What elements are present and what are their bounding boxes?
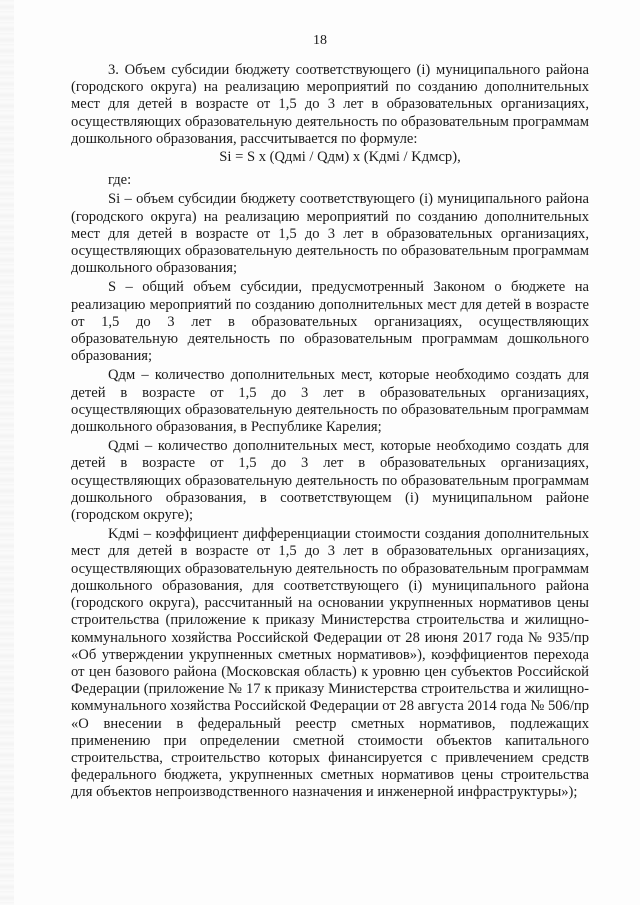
scan-edge-artifact [0,0,14,905]
document-body [71,62,589,804]
paragraph-intro: 3. Объем субсидии бюджету соответствующего (i) муниципального района (городского округа) на реализацию мероприятий по созданию дополнительных мест для детей в возрасте от 1,5 до 3 лет в образовательных организациях, осуществляющих образовательную деятельность по образовательным программам дошкольного образования, рассчитывается по формуле: [71,62,589,147]
definition-qdm: Qдм – количество дополнительных мест, которые необходимо создать для детей в возрасте от 1,5 до 3 лет в образовательных организациях, осуществляющих образовательную деятельность по образовательным программам дошкольного образования, в Республике Карелия; [71,367,589,436]
definition-s: S – общий объем субсидии, предусмотренный Законом о бюджете на реализацию мероприятий по созданию дополнительных мест для детей в возрасте от 1,5 до 3 лет в образовательных организациях, осуществляющих образовательную деятельность по образовательным программам дошкольного образования; [71,279,589,365]
page-number: 18 [313,33,327,48]
definition-si: Si – объем субсидии бюджету соответствующего (i) муниципального района (городского округа) на реализацию мероприятий по созданию дополнительных мест для детей в возрасте от 1,5 до 3 лет в образовательных организациях, осуществляющих образовательную деятельность по образовательным программам дошкольного образования; [71,191,589,277]
paragraph-where: где: [108,172,132,189]
definition-kdmi: Kдмi – коэффициент дифференциации стоимости создания дополнительных мест для детей в возрасте от 1,5 до 3 лет в образовательных организациях, осуществляющих образовательную деятельность по образовательным программам дошкольного образования, для соответствующего (i) муниципального района (городского округа), рассчитанный на основании укрупненных нормативов цены строительства (приложение к приказу Министерства строительства и жилищно-коммунального хозяйства Российской Федерации от 28 июня 2017 года № 935/пр «Об утверждении укрупненных сметных нормативов»), коэффициентов перехода от цен базового района (Московская область) к уровню цен субъектов Российской Федерации (приложение № 17 к приказу Министерства строительства и жилищно-коммунального хозяйства Российской Федерации от 28 августа 2014 года № 506/пр «О внесении в федеральный реестр сметных нормативов, подлежащих применению при определении сметной стоимости объектов капитального строительства, строительство которых финансируется с привлечением средств федерального бюджета, укрупненных сметных нормативов цены строительства для объектов непроизводственного назначения и инженерной инфраструктуры»); [71,526,589,801]
definition-qdmi: Qдмi – количество дополнительных мест, которые необходимо создать для детей в возрасте от 1,5 до 3 лет в образовательных организациях, осуществляющих образовательную деятельность по образовательным программам дошкольного образования, в соответствующем (i) муниципальном районе (городском округе); [71,438,589,524]
formula: Si = S x (Qдмi / Qдм) x (Kдмi / Kдмср), [219,149,461,166]
